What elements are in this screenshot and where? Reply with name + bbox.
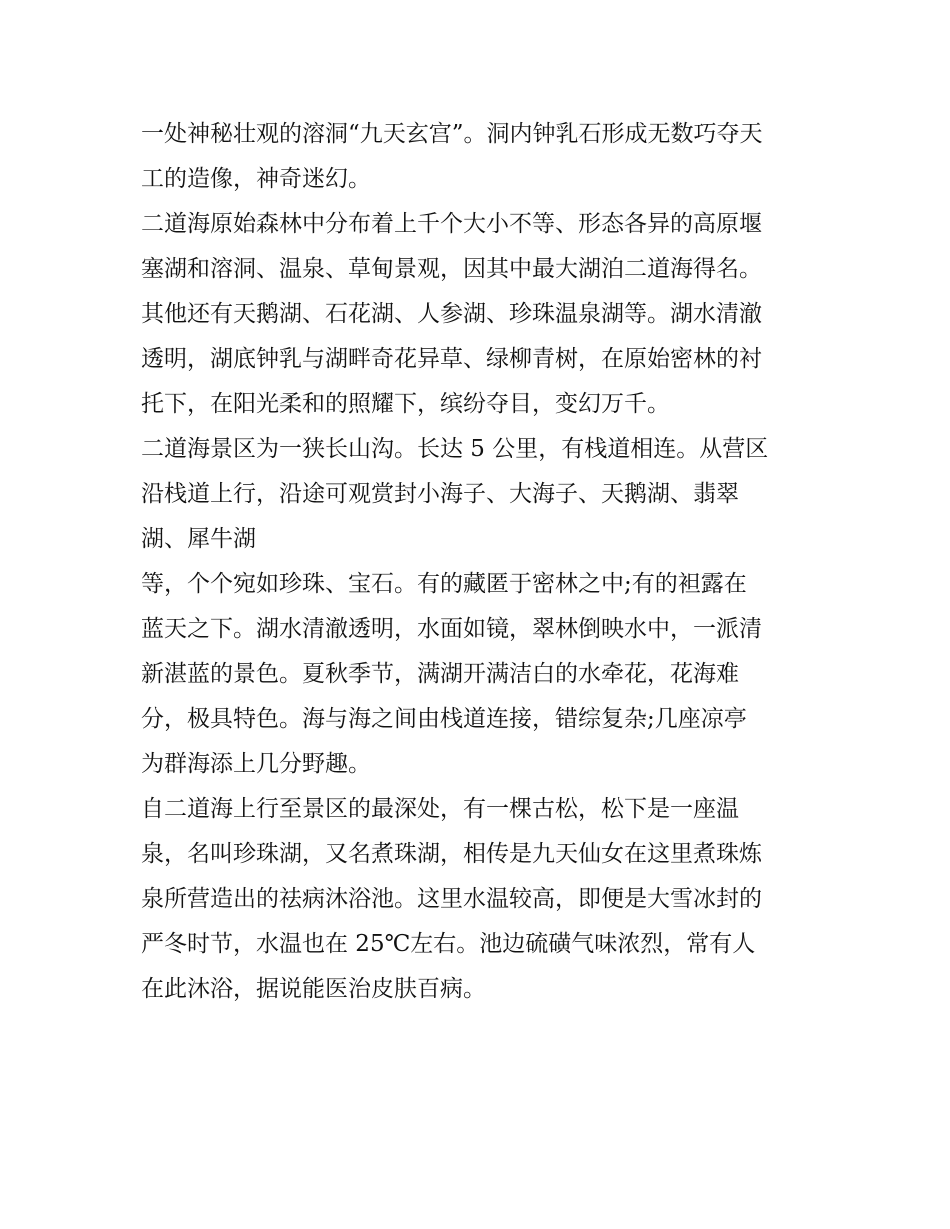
text-line: 一处神秘壮观的溶洞“九天玄宫”。洞内钟乳石形成无数巧夺天 (141, 121, 763, 147)
paragraph (141, 112, 821, 202)
text-line: 二道海景区为一狭长山沟。长达 5 公里，有栈道相连。从营区 (141, 436, 769, 462)
text-line: 等，个个宛如珍珠、宝石。有的藏匿于密林之中;有的袒露在 (141, 571, 747, 597)
text-line: 泉所营造出的祛病沐浴池。这里水温较高，即便是大雪冰封的 (141, 886, 762, 912)
text-line: 塞湖和溶洞、温泉、草甸景观，因其中最大湖泊二道海得名。 (141, 256, 762, 282)
text-line: 分，极具特色。海与海之间由栈道连接，错综复杂;几座凉亭 (141, 706, 747, 732)
text-line: 透明，湖底钟乳与湖畔奇花异草、绿柳青树，在原始密林的衬 (141, 346, 762, 372)
document-body (141, 112, 821, 1012)
text-line: 蓝天之下。湖水清澈透明，水面如镜，翠林倒映水中，一派清 (141, 616, 762, 642)
paragraph (141, 787, 821, 1012)
text-line: 严冬时节，水温也在 25℃左右。池边硫磺气味浓烈，常有人 (141, 931, 756, 957)
paragraph (141, 202, 821, 427)
text-line: 其他还有天鹅湖、石花湖、人参湖、珍珠温泉湖等。湖水清澈 (141, 301, 762, 327)
text-line: 新湛蓝的景色。夏秋季节，满湖开满洁白的水牵花，花海难 (141, 661, 739, 687)
text-line: 二道海原始森林中分布着上千个大小不等、形态各异的高原堰 (141, 211, 762, 237)
text-line: 在此沐浴，据说能医治皮肤百病。 (141, 976, 486, 1002)
text-line: 工的造像，神奇迷幻。 (141, 166, 371, 192)
paragraph (141, 562, 821, 787)
paragraph (141, 427, 821, 562)
text-line: 托下，在阳光柔和的照耀下，缤纷夺目，变幻万千。 (141, 391, 670, 417)
text-line: 为群海添上几分野趣。 (141, 751, 371, 777)
text-line: 沿栈道上行，沿途可观赏封小海子、大海子、天鹅湖、翡翠 (141, 481, 739, 507)
text-line: 泉，名叫珍珠湖，又名煮珠湖，相传是九天仙女在这里煮珠炼 (141, 841, 762, 867)
text-line: 自二道海上行至景区的最深处，有一棵古松，松下是一座温 (141, 796, 739, 822)
text-line: 湖、犀牛湖 (141, 526, 256, 552)
